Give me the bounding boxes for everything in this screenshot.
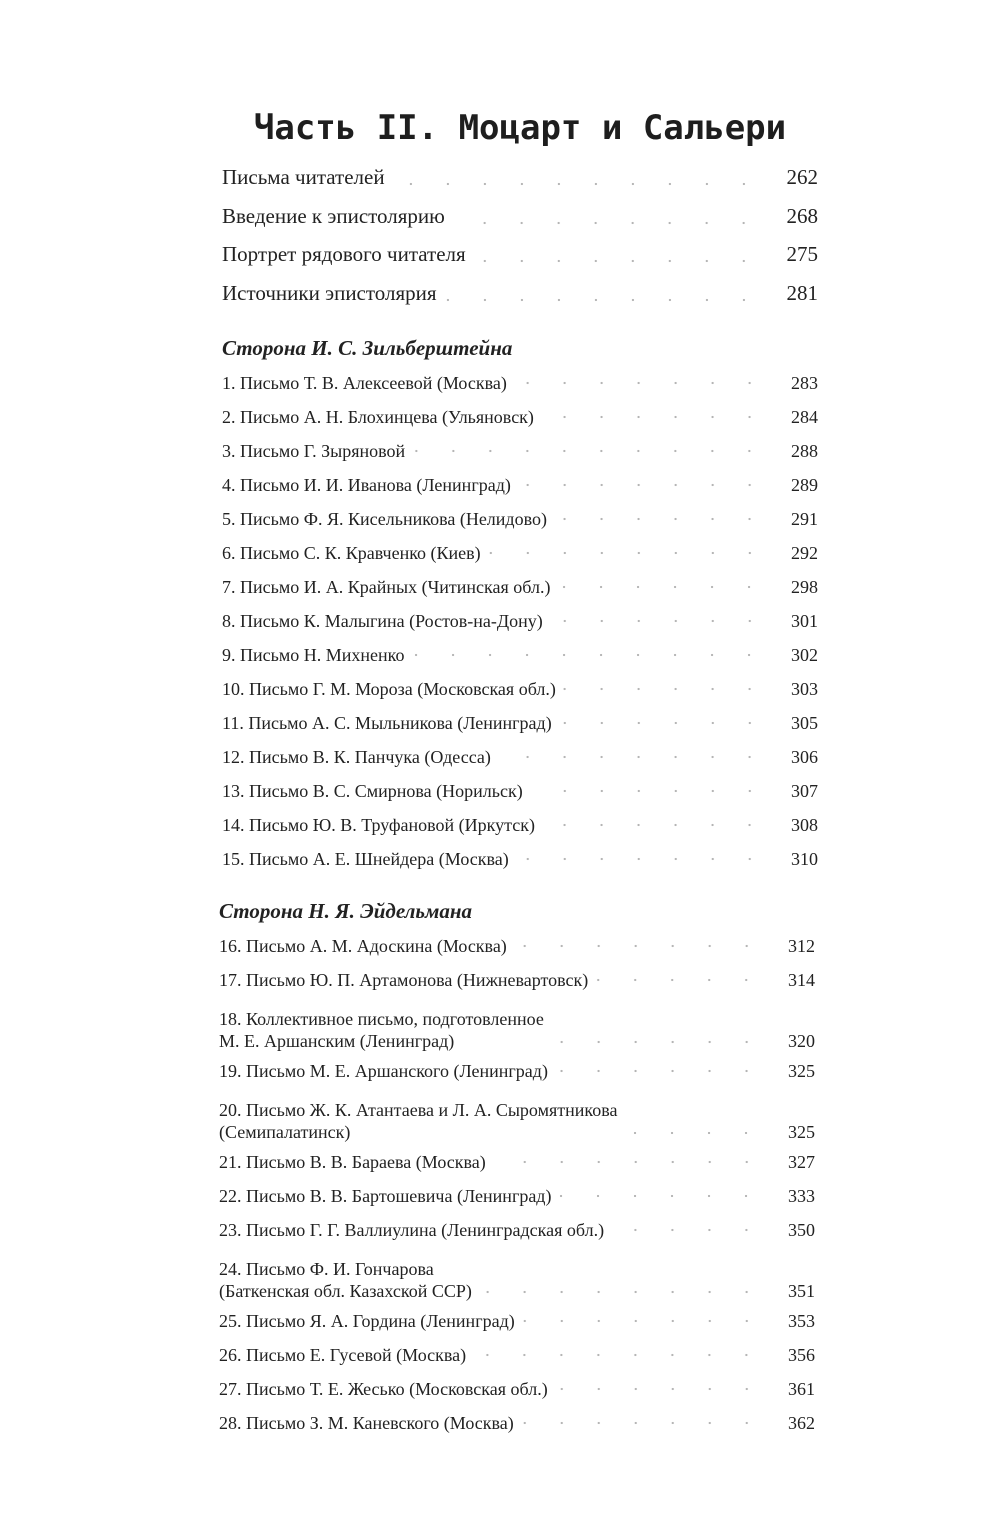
dot-leader [549, 617, 768, 625]
toc-entry [222, 604, 818, 638]
toc-entry [222, 842, 818, 876]
toc-entry-label-line2: (Баткенская обл. Казахской ССР) [219, 1281, 472, 1301]
toc-entry-label: 10. Письмо Г. М. Мороза (Московская обл.) [222, 679, 556, 699]
dot-leader [562, 685, 768, 693]
toc-entry [219, 1054, 815, 1088]
toc-top-entries [222, 165, 818, 319]
section-heading: Сторона Н. Я. Эйдельмана [219, 899, 473, 923]
toc-entry [222, 281, 818, 320]
toc-entry [219, 1247, 815, 1304]
toc-entry-label: 22. Письмо В. В. Бартошевича (Ленинград) [219, 1186, 552, 1206]
toc-entry-label: 23. Письмо Г. Г. Валлиулина (Ленинградская обл.) [219, 1220, 605, 1240]
toc-entry-label [219, 1258, 472, 1302]
toc-entry-page: 333 [788, 1186, 815, 1206]
toc-entry-label: 1. Письмо Т. В. Алексеевой (Москва) [222, 373, 507, 393]
toc-entry-page: 301 [791, 611, 818, 631]
toc-entry-label [219, 1008, 544, 1052]
toc-entry-label-line1: 18. Коллективное письмо, подготовленное [219, 1009, 544, 1029]
toc-entry-label: 7. Письмо И. А. Крайных (Читинская обл.) [222, 577, 551, 597]
toc-entry-page: 320 [788, 1031, 815, 1051]
dot-leader [520, 1419, 765, 1427]
toc-entry-page: 325 [788, 1061, 815, 1081]
toc-entry [222, 570, 818, 604]
toc-entry-page: 262 [786, 165, 818, 189]
dot-leader [517, 481, 768, 489]
toc-entry-page: 314 [788, 970, 815, 990]
toc-entry-label: 8. Письмо К. Малыгина (Ростов-на-Дону) [222, 611, 543, 631]
dot-leader [451, 219, 762, 227]
dot-leader [521, 1317, 765, 1325]
toc-entry-page: 307 [791, 781, 818, 801]
toc-entry-label: Источники эпистолярия [222, 280, 437, 305]
dot-leader [556, 583, 768, 591]
toc-entry-label: 2. Письмо А. Н. Блохинцева (Ульяновск) [222, 407, 534, 427]
toc-entry-label: 11. Письмо А. С. Мыльникова (Ленинград) [222, 713, 552, 733]
dot-leader [411, 447, 768, 455]
toc-entry-page: 283 [791, 373, 818, 393]
toc-entry-page: 308 [791, 815, 818, 835]
toc-entry-page: 288 [791, 441, 818, 461]
toc-entry-label: 4. Письмо И. И. Иванова (Ленинград) [222, 475, 511, 495]
toc-entry [222, 740, 818, 774]
toc-entry-page: 350 [788, 1220, 815, 1240]
toc-entry-page: 306 [791, 747, 818, 767]
toc-entry [222, 242, 818, 281]
toc-entry-label: Письма читателей [222, 165, 385, 189]
toc-entry-label: 13. Письмо В. С. Смирнова (Норильск) [222, 781, 523, 801]
toc-entry-label: 21. Письмо В. В. Бараева (Москва) [219, 1152, 486, 1172]
toc-entry-label: 9. Письмо Н. Михненко [222, 645, 405, 665]
toc-entry [219, 1304, 815, 1338]
dot-leader [443, 296, 762, 304]
part-title: Часть II. Моцарт и Сальери [253, 108, 787, 148]
toc-entry [219, 1406, 815, 1440]
toc-entry-page: 298 [791, 577, 818, 597]
dot-leader [553, 515, 768, 523]
toc-entry-page: 291 [791, 509, 818, 529]
toc-entry [219, 1179, 815, 1213]
toc-entry [222, 808, 818, 842]
toc-entry [219, 997, 815, 1054]
dot-leader [513, 942, 765, 950]
dot-leader [513, 379, 768, 387]
toc-entry [222, 165, 818, 204]
toc-entry-page: 312 [788, 936, 815, 956]
toc-entry [219, 1372, 815, 1406]
dot-leader [472, 257, 762, 265]
dot-leader [515, 855, 768, 863]
dot-leader [391, 180, 762, 188]
dot-leader [557, 1192, 765, 1200]
toc-entry-page: 302 [791, 645, 818, 665]
toc-entry [222, 468, 818, 502]
section-eidelman [219, 893, 815, 1440]
section-heading: Сторона И. С. Зильберштейна [222, 336, 513, 360]
toc-entry [222, 434, 818, 468]
toc-entry-page: 310 [791, 849, 818, 869]
dot-leader [492, 1158, 765, 1166]
toc-entry-page: 351 [788, 1281, 815, 1301]
section-zilbershtein [222, 330, 818, 876]
toc-entry-page: 289 [791, 475, 818, 495]
toc-entry [222, 638, 818, 672]
dot-leader [472, 1351, 765, 1359]
dot-leader [610, 1226, 765, 1234]
toc-entry-label: Введение к эпистолярию [222, 203, 445, 228]
dot-leader [478, 1288, 765, 1296]
toc-entry-label-line2: М. Е. Аршанским (Ленинград) [219, 1031, 455, 1051]
toc-entry-page: 281 [786, 280, 818, 305]
toc-entry-page: 327 [788, 1152, 815, 1172]
toc-entry-label: 27. Письмо Т. Е. Жесько (Московская обл.) [219, 1379, 548, 1399]
dot-leader [540, 413, 768, 421]
toc-entry-label: 17. Письмо Ю. П. Артамонова (Нижневартовск) [219, 970, 589, 990]
toc-entry [222, 706, 818, 740]
toc-entry-page: 303 [791, 679, 818, 699]
dot-leader [623, 1129, 765, 1137]
toc-entry-label: Портрет рядового читателя [222, 242, 466, 266]
toc-entry-label: 25. Письмо Я. А. Гордина (Ленинград) [219, 1311, 515, 1331]
toc-entry [222, 204, 818, 243]
toc-entry-label: 6. Письмо С. К. Кравченко (Киев) [222, 543, 481, 563]
toc-entry [219, 1088, 815, 1145]
toc-entry-page: 356 [788, 1345, 815, 1365]
dot-leader [554, 1067, 765, 1075]
toc-entry-label: 28. Письмо З. М. Каневского (Москва) [219, 1413, 514, 1433]
toc-entry [222, 366, 818, 400]
dot-leader [410, 651, 768, 659]
toc-entry [222, 672, 818, 706]
toc-entry [219, 929, 815, 963]
toc-entry-label: 26. Письмо Е. Гусевой (Москва) [219, 1345, 467, 1365]
toc-entry-page: 362 [788, 1413, 815, 1433]
toc-entry-page: 353 [788, 1311, 815, 1331]
toc-entry-label-line1: 24. Письмо Ф. И. Гончарова [219, 1259, 434, 1279]
toc-entry-page: 292 [791, 543, 818, 563]
toc-entry [219, 1145, 815, 1179]
dot-leader [497, 753, 768, 761]
toc-entry [222, 536, 818, 570]
toc-entry-page: 268 [786, 203, 818, 228]
dot-leader [529, 787, 768, 795]
toc-entry-page: 361 [788, 1379, 815, 1399]
toc-entry-label: 3. Письмо Г. Зыряновой [222, 441, 406, 461]
toc-entry [222, 502, 818, 536]
toc-entry-label: 15. Письмо А. Е. Шнейдера (Москва) [222, 849, 509, 869]
dot-leader [541, 821, 768, 829]
dot-leader [554, 1385, 765, 1393]
toc-entry [219, 1338, 815, 1372]
toc-entry-page: 305 [791, 713, 818, 733]
toc-entry [219, 963, 815, 997]
dot-leader [558, 719, 768, 727]
toc-entry-label: 14. Письмо Ю. В. Труфановой (Иркутск) [222, 815, 535, 835]
toc-entry-label: 12. Письмо В. К. Панчука (Одесса) [222, 747, 491, 767]
toc-entry-label-line2: (Семипалатинск) [219, 1122, 351, 1142]
toc-entry-label: 5. Письмо Ф. Я. Кисельникова (Нелидово) [222, 509, 547, 529]
toc-entry-page: 325 [788, 1122, 815, 1142]
toc-entry [222, 400, 818, 434]
dot-leader [487, 549, 768, 557]
dot-leader [594, 976, 765, 984]
toc-entry [222, 774, 818, 808]
toc-entry-label: 19. Письмо М. Е. Аршанского (Ленинград) [219, 1061, 548, 1081]
toc-entry-page: 284 [791, 407, 818, 427]
dot-leader [550, 1038, 765, 1046]
toc-entry-label [219, 1099, 617, 1143]
toc-entry [219, 1213, 815, 1247]
toc-entry-label-line1: 20. Письмо Ж. К. Атантаева и Л. А. Сыромятникова [219, 1100, 618, 1120]
toc-entry-page: 275 [786, 242, 818, 266]
toc-entry-label: 16. Письмо А. М. Адоскина (Москва) [219, 936, 507, 956]
